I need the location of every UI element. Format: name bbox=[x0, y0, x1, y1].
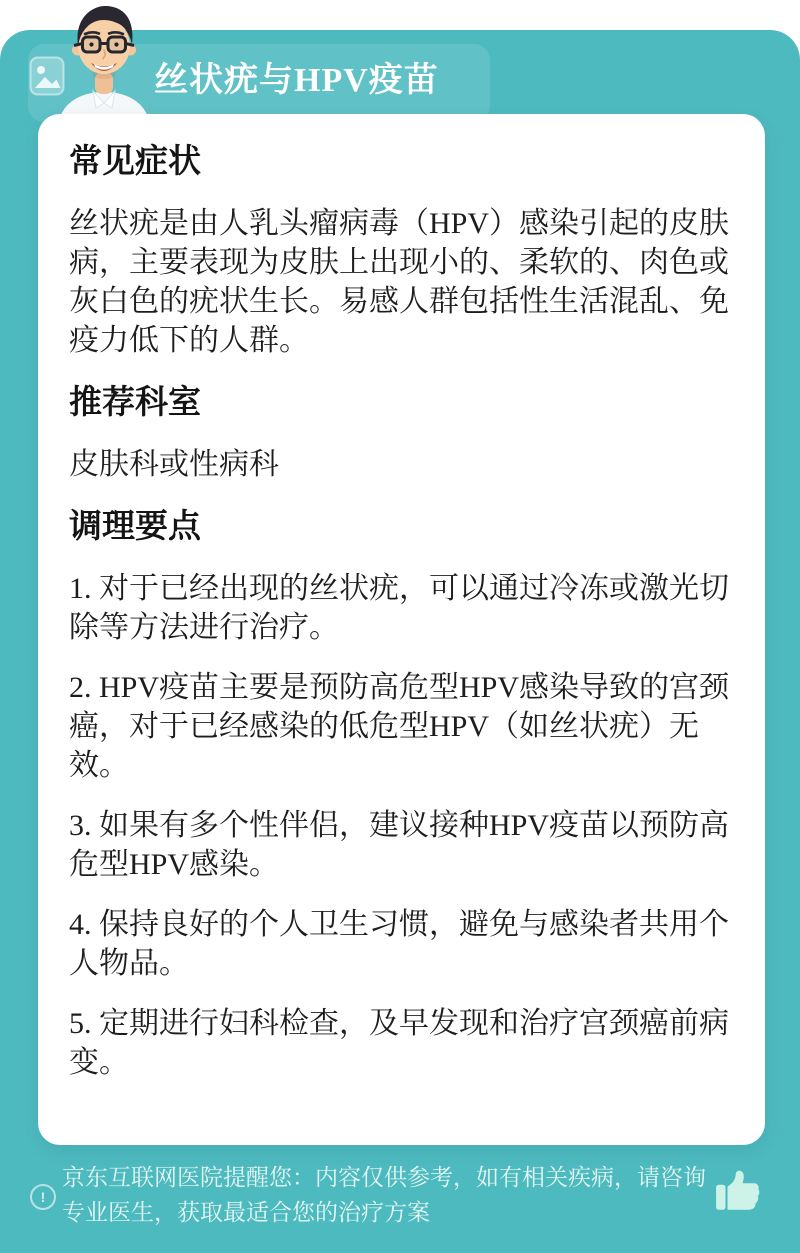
care-point-item: 4. 保持良好的个人卫生习惯，避免与感染者共用个人物品。 bbox=[69, 907, 729, 980]
care-point-item: 3. 如果有多个性伴侣，建议接种HPV疫苗以预防高危型HPV感染。 bbox=[69, 808, 730, 881]
alert-circle-icon: ! bbox=[30, 1184, 56, 1210]
section-heading-common-symptoms: 常见症状 bbox=[69, 142, 201, 179]
section-paragraph: 丝状疣是由人乳头瘤病毒（HPV）感染引起的皮肤病，主要表现为皮肤上出现小的、柔软的、肉色或灰白色的疣状生长。易感人群包括性生活混乱、免疫力低下的人群。 bbox=[69, 206, 730, 357]
section-heading-recommended-department: 推荐科室 bbox=[69, 382, 201, 420]
section-recommended-department bbox=[69, 381, 734, 484]
section-common-symptoms bbox=[69, 140, 734, 360]
disclaimer-text: 京东互联网医院提醒您：内容仅供参考，如有相关疾病，请咨询专业医生，获取最适合您的治疗方案 bbox=[62, 1164, 706, 1225]
doctor-avatar-illustration bbox=[48, 4, 160, 130]
section-care-points bbox=[69, 505, 734, 1082]
doctor-avatar bbox=[48, 4, 160, 130]
care-point-item: 5. 定期进行妇科检查，及早发现和治疗宫颈癌前病变。 bbox=[69, 1006, 729, 1079]
content-card bbox=[38, 114, 765, 1145]
page-title: 丝状疣与HPV疫苗 bbox=[154, 62, 439, 99]
section-heading-care-points: 调理要点 bbox=[69, 506, 201, 544]
thumbs-up-icon bbox=[714, 1166, 764, 1214]
care-point-item: 2. HPV疫苗主要是预防高危型HPV感染导致的宫颈癌，对于已经感染的低危型HPV（如丝状疣）无效。 bbox=[69, 670, 730, 782]
thumbs-up-button[interactable] bbox=[714, 1166, 764, 1214]
care-point-item: 1. 对于已经出现的丝状疣，可以通过冷冻或激光切除等方法进行治疗。 bbox=[69, 571, 729, 644]
section-paragraph: 皮肤科或性病科 bbox=[69, 447, 279, 481]
